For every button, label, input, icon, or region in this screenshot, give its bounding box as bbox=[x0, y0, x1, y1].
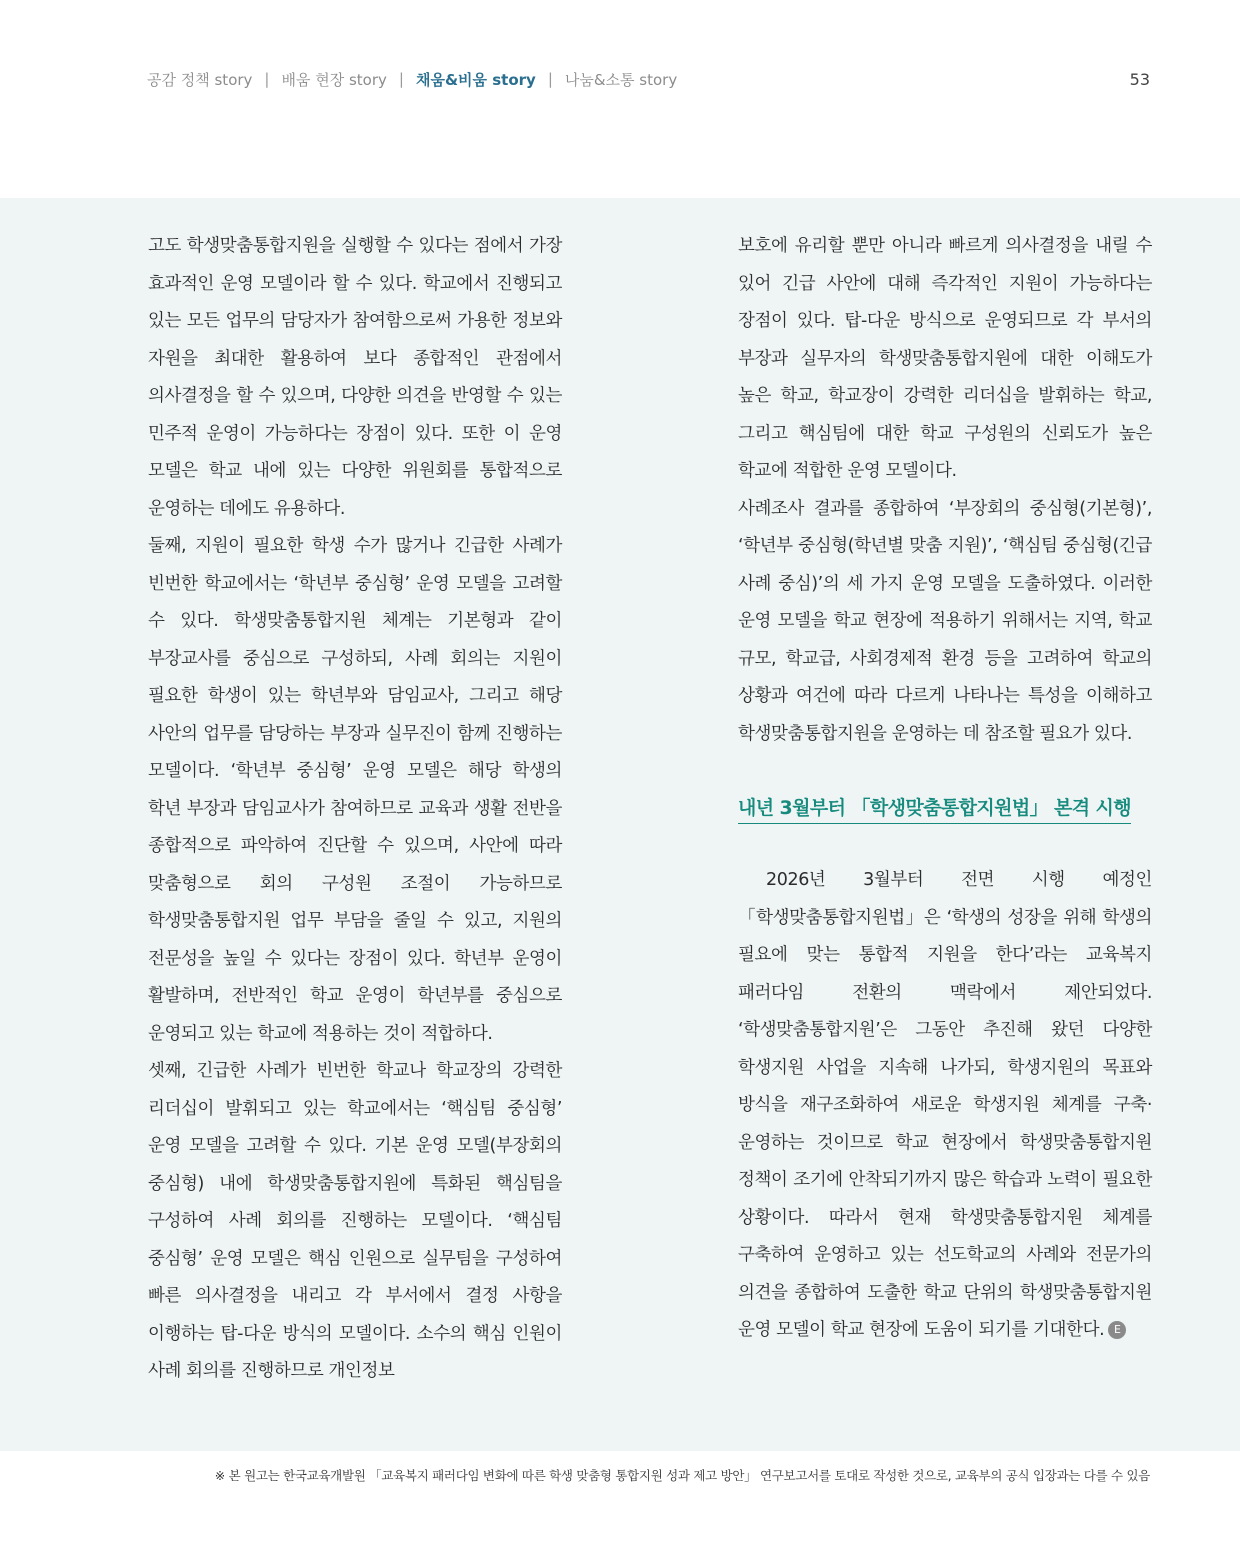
nav-separator: | bbox=[264, 70, 270, 88]
page-header bbox=[147, 66, 1150, 92]
section-heading: 내년 3월부터 「학생맞춤통합지원법」 본격 시행 bbox=[738, 793, 1131, 824]
right-column bbox=[738, 228, 1152, 1350]
closing-paragraph-text: 2026년 3월부터 전면 시행 예정인 「학생맞춤통합지원법」은 ‘학생의 성장을 위해 학생의 필요에 맞는 통합적 지원을 한다’라는 교육복지 패러다임 전환의 맥락에서 제안되었다. ‘학생맞춤통합지원’은 그동안 추진해 왔던 다양한 학생지원 사업을 지속해 나가되, 학생지원의 목표와 방식을 재구조화하여 새로운 학생지원 체계를 구축·운영하는 것이므로 학교 현장에서 학생맞춤통합지원 정책이 조기에 안착되기까지 많은 학습과 노력이 필요한 상황이다. 따라서 현재 학생맞춤통합지원 체계를 구축하여 운영하고 있는 선도학교의 사례와 전문가의 의견을 종합하여 도출한 학교 단위의 학생맞춤통합지원 운영 모델이 학교 현장에 도움이 되기를 기대한다. bbox=[738, 870, 1152, 1340]
nav-item-policy-story[interactable]: 공감 정책 story bbox=[147, 70, 253, 89]
left-column bbox=[148, 228, 562, 1391]
body-paragraph: 셋째, 긴급한 사례가 빈번한 학교나 학교장의 강력한 리더십이 발휘되고 있는 학교에서는 ‘핵심팀 중심형’ 운영 모델을 고려할 수 있다. 기본 운영 모델(부장회의 중심형) 내에 학생맞춤통합지원에 특화된 핵심팀을 구성하여 사례 회의를 진행하는 모델이다. ‘핵심팀 중심형’ 운영 모델은 핵심 인원으로 실무팀을 구성하여 빠른 의사결정을 내리고 각 부서에서 결정 사항을 이행하는 탑-다운 방식의 모델이다. 소수의 핵심 인원이 사례 회의를 진행하므로 개인정보 bbox=[148, 1061, 562, 1381]
nav-item-field-story[interactable]: 배움 현장 story bbox=[281, 70, 387, 89]
footnote: ※ 본 원고는 한국교육개발원 「교육복지 패러다임 변화에 따른 학생 맞춤형 통합지원 성과 제고 방안」 연구보고서를 토대로 작성한 것으로, 교육부의 공식 입장과는 다를 수 있음 bbox=[214, 1468, 1150, 1483]
body-paragraph bbox=[738, 862, 1152, 1350]
end-mark-icon: E bbox=[1108, 1321, 1126, 1339]
nav-item-share-story[interactable]: 나눔&소통 story bbox=[564, 70, 678, 89]
body-paragraph: 둘째, 지원이 필요한 학생 수가 많거나 긴급한 사례가 빈번한 학교에서는 ‘학년부 중심형’ 운영 모델을 고려할 수 있다. 학생맞춤통합지원 체계는 기본형과 같이 부장교사를 중심으로 구성하되, 사례 회의는 지원이 필요한 학생이 있는 학년부와 담임교사, 그리고 해당 사안의 업무를 담당하는 부장과 실무진이 함께 진행하는 모델이다. ‘학년부 중심형’ 운영 모델은 해당 학생의 학년 부장과 담임교사가 참여하므로 교육과 생활 전반을 종합적으로 파악하여 진단할 수 있으며, 사안에 따라 맞춤형으로 회의 구성원 조절이 가능하므로 학생맞춤통합지원 업무 부담을 줄일 수 있고, 지원의 전문성을 높일 수 있다는 장점이 있다. 학년부 운영이 활발하며, 전반적인 학교 운영이 학년부를 중심으로 운영되고 있는 학교에 적용하는 것이 적합하다. bbox=[148, 536, 562, 1044]
body-paragraph: 보호에 유리할 뿐만 아니라 빠르게 의사결정을 내릴 수 있어 긴급 사안에 대해 즉각적인 지원이 가능하다는 장점이 있다. 탑-다운 방식으로 운영되므로 각 부서의 부장과 실무자의 학생맞춤통합지원에 대한 이해도가 높은 학교, 학교장이 강력한 리더십을 발휘하는 학교, 그리고 핵심팀에 대한 학교 구성원의 신뢰도가 높은 학교에 적합한 운영 모델이다. bbox=[738, 236, 1152, 481]
nav-separator: | bbox=[398, 70, 404, 88]
nav-item-fill-empty-story[interactable]: 채움&비움 story bbox=[415, 70, 536, 89]
page-number: 53 bbox=[1129, 69, 1150, 89]
section-nav bbox=[147, 69, 677, 90]
body-paragraph: 사례조사 결과를 종합하여 ‘부장회의 중심형(기본형)’, ‘학년부 중심형(학년별 맞춤 지원)’, ‘핵심팀 중심형(긴급 사례 중심)’의 세 가지 운영 모델을 도출하였다. 이러한 운영 모델을 학교 현장에 적용하기 위해서는 지역, 학교 규모, 학교급, 사회경제적 환경 등을 고려하여 학교의 상황과 여건에 따라 다르게 나타나는 특성을 이해하고 학생맞춤통합지원을 운영하는 데 참조할 필요가 있다. bbox=[738, 498, 1152, 744]
body-paragraph: 고도 학생맞춤통합지원을 실행할 수 있다는 점에서 가장 효과적인 운영 모델이라 할 수 있다. 학교에서 진행되고 있는 모든 업무의 담당자가 참여함으로써 가용한 정보와 자원을 최대한 활용하여 보다 종합적인 관점에서 의사결정을 할 수 있으며, 다양한 의견을 반영할 수 있는 민주적 운영이 가능하다는 장점이 있다. 또한 이 운영 모델은 학교 내에 있는 다양한 위원회를 통합적으로 운영하는 데에도 유용하다. bbox=[148, 236, 562, 519]
nav-separator: | bbox=[547, 70, 553, 88]
